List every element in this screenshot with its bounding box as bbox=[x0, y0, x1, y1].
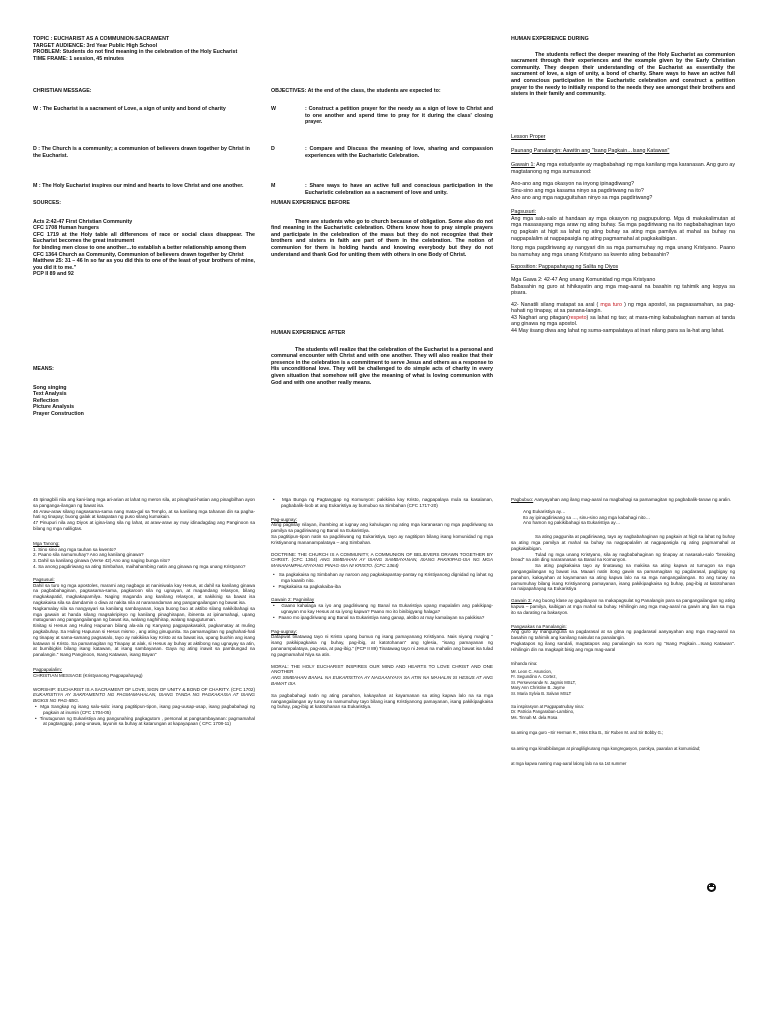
verse-42: 42- Nanatili silang matapat sa aral ( mga turo ) ng mga apostol, sa pagsasamahan, sa pag-hahati ng tinapay, at sa panana-langin. bbox=[511, 301, 735, 315]
verse-44: 44 May iisang diwa ang lahat ng suma-sampalataya at inari nilang para sa la-hat ang lahat. bbox=[511, 328, 725, 335]
inihanda-label: Inihanda nina: bbox=[511, 660, 538, 666]
moral-tagalog: ANG SIMBAHAN BANAL NA EUKARISTIYA AY NAGAANYAYA SA ATIN NA MAHALIN SI HESUS AT ANG BAWAT ISA bbox=[271, 675, 493, 686]
credit-name: Mary Ann Christine B. Jayme bbox=[511, 685, 565, 691]
means-item: Reflection bbox=[33, 397, 59, 404]
topic: TOPIC : EUCHARIST AS A COMMUNION-SACRAMENT bbox=[33, 36, 170, 42]
experience-before-heading: HUMAN EXPERIENCE BEFORE bbox=[271, 200, 350, 206]
col3-paragraph: Sa ating pagkakaisa tayo ay tinatawag na makiisa sa ating kapwa at tumugon sa mga pangangailangan ng bawat isa. Maaari natin itong gawin sa pamamagitan ng pagdarasal, pagbigay ng panahon, kakayahan at kayamanan sa ating kapwa lalo na sa mga nangangailangan. Ito ang tunay na pamumuhay bilang isang Kristiyanong pamayanan, isang pakikipagkaisa ng buhay, pag-ibig at katotohanan na naipapahayag sa Eukaristiya bbox=[511, 563, 735, 592]
pagsusuri-text-2: Itong mga pagdiriwang ay nangyari din sa mga pamumuhay ng mga unang Kristyano. Paano ba namuhay ang mga unang Kristyano sa kwento ating bebasahin? bbox=[511, 245, 735, 258]
tanong-item: 1. Sino sino ang mga tauhan sa kwento? bbox=[33, 546, 116, 552]
means-item: Picture Analysis bbox=[33, 404, 75, 411]
experience-during-heading: HUMAN EXPERIENCE DURING bbox=[511, 36, 589, 42]
means-item: Text Analysis bbox=[33, 391, 67, 398]
objective-w: W : Construct a petition prayer for the needy as a sign of love to Christ and to one another and spend time to pray for it during the class' closing prayer. bbox=[271, 106, 493, 126]
bunga-bullet: • Mga Bunga ng Pagtanggap ng Komunyon: pakikiisa kay Kristo, nagpapalaya mula sa kasalanan, pagbabalik-loob at ang Eukaristiya ay bumubuo sa Simbahan (CFC 1717-20) bbox=[273, 497, 493, 508]
pagbubuo-label: Pagbubuo: bbox=[511, 497, 534, 502]
mentor-name: Ms. Tinnah M. dela Rosa bbox=[511, 714, 558, 720]
pagsusuri-p2: Nagkamalay sila sa nangyayari sa kanilang sambayanan, kaya buong buo at aktibo silang nakikibahagi sa mga gawain at handa silang magsakripisyo ng kanilang pinaghirapan, ibinenta at ipinamahagi, upang matugunan ang pangangailangan ng bawat isa, walang naghihirap, walang nagugutuman. bbox=[33, 605, 255, 623]
message-w: W : The Eucharist is a sacrament of Love, a sign of unity and bond of charity bbox=[33, 106, 226, 112]
pagbubuo-line: Ang Eukaristiya ay… bbox=[523, 508, 566, 514]
tanong-item: 2. Paano sila namumuhay? Ano ang kanilang ginawa? bbox=[33, 552, 144, 558]
pagsusuri-heading: Pagsusuri: bbox=[511, 209, 537, 216]
page2-col3 bbox=[511, 497, 735, 766]
means bbox=[33, 366, 255, 418]
gawain2-item: • Gaano kahalaga sa iyo ang pagdiriwang ng Banal na Eukaristiya upang mapalalim ang pakikipag-ugnayan mo kay Hesus at sa iyong kapwa? Paano mo ito binibigyang halaga? bbox=[273, 603, 493, 614]
paunang-panalangin: Paunang Panalangin: Aawitin ang "Isang Pagkain…Isang Katawan" bbox=[511, 147, 670, 154]
thanks-line: sa aming mga kinabibilangan at pinagliligkurang mga kongregasyon, parokya, paaralan at komunidad; bbox=[511, 745, 701, 751]
message-m: M : The Holy Eucharist inspires our mind and hearts to love Christ and one another. bbox=[33, 183, 244, 189]
pagpapalalim-text: CHRISTIAN MESSAGE (Kristyanong Pagpapahayag) bbox=[33, 672, 143, 678]
experience-before bbox=[271, 200, 493, 264]
experience-before-text: There are students who go to church because of obligation. Some also do not find meaning in the Eucharistic celebration. Others know how to pray simple prayers and participate in the celebration of the mass but they do not recognize that their brothers and sisters in faith are part of them in the celebration. The notion of communion for them is holding hands and knowing everybody but they do not understand and thank God for uniting them with others in one Body of Christ. bbox=[271, 218, 493, 258]
pagpapalalim-heading: Pagpapalalim: bbox=[33, 666, 63, 672]
experience-after-text: The students will realize that the celebration of the Eucharist is a personal and communal encounter with Christ and with one another. They will also realize that their presence in the celebration is a commitment to serve Jesus and others as a response to His unconditional love. They will be challenged to do simple acts of charity in every given situation that somehow will give the meaning of what is loving communion with God and with one another really means. bbox=[271, 346, 493, 386]
verse-47: 47 Pinupuri nila ang Diyos at igina-lang sila ng lahat, at araw-araw ay may idinadagdag ang Panginoon sa bilang ng mga naliligtas. bbox=[33, 520, 255, 531]
gawain1-text: Ang mga estudyante ay magbabahagi ng mga kanilang mga karanasan. Ang guro ay magtatanong ng mga sumusunod: bbox=[511, 162, 735, 175]
question: Ano ano ang mga naguguituhan ninyo sa mga pagdiriwang? bbox=[511, 194, 653, 201]
pag-uugnay-text: Ating pagnilay nilayan, ihambing at iugnay ang kahulugan ng ating mga karanasan ng mga pagdiriwang sa pamilya sa pagdiriwang ng Banal na Eukaristiya. bbox=[271, 522, 493, 534]
pag-uugnay-heading-2: Pag-uugnay: bbox=[271, 628, 298, 634]
source-line: Acts 2:42-47 First Christian Community bbox=[33, 218, 133, 225]
gawain3-text: Ang buong klase ay gagabayan na makapagsulat ng Panalangin para sa pangangailangan ng ating kapwa – pamilya, kaibigan at mga mahal sa buhay. Hihilingin ang mga mag-aaral na gawin ang ilan sa mga ito sa darating na bakasyon. bbox=[511, 598, 735, 615]
pagbubuo-line: Ano hamon ng pakikibahagi sa Eukaristiya ay… bbox=[523, 520, 621, 526]
worship-bullet: • Mga Sangkap ng isang salu-salo: isang pagtitipun-tipon, isang pag-uusap-usap, isang pagbabahagi ng pagkain at inumin (CFC 1704-05) bbox=[35, 703, 255, 715]
worship-bullet: • Tinutugunan ng Eukaristiya ang pangunahing pagkagutom , personal at pangsambayanan: pagmamahal at pagtanggap, pang-unawa, layunin sa buhay at katarungan at kapayapaan ( CFC 1708-11) bbox=[35, 715, 255, 727]
message-d: D : The Church is a community; a communion of believers drawn together by Christ in the Eucharist. bbox=[33, 146, 250, 159]
experience-after-heading: HUMAN EXPERIENCE AFTER bbox=[271, 330, 346, 336]
page2-col2 bbox=[271, 497, 493, 713]
pagsusuri-text: Ang mga salu-salo at handaan ay mga okasyon ng pagpupulong. Mga di makakalimutan at mga masasayang mga araw ng ating buhay. Sa mga pagdiriwang na ito nagbabahaginan tayo ng pagkain at higit sa lahat ng ating buhay sa ating mga pamilya at mahal sa buhay na nagpapalalim at nagpapasigla ng ating pagmamahal at pagkakaibigan. bbox=[511, 215, 735, 242]
pangwakas-text: Ang guro ay mangunguna sa pagdarasal at sa gitna ng pagdarasal aanyayahan ang mga mag-aaral na basahin ng tahimik ang kanilang naisulat na panalangin. bbox=[511, 629, 735, 641]
target-audience: TARGET AUDIENCE: 3rd Year Public High School bbox=[33, 42, 158, 49]
doctrine-bullet: • Sa pagkakaisa ng Simbahan ay naroon ang pagkakapantay-pantay ng Kristiyanong dignidad ng lahat ng mga kaanib nito. bbox=[273, 571, 493, 583]
source-line: CFC 1719 at the Holy table all differences of race or social class disappear. The Eucharist becomes the great instrument bbox=[33, 231, 255, 245]
objective-d: D : Compare and Discuss the meaning of love, sharing and compassion experiences with the Eucharistic Celebration. bbox=[271, 146, 493, 159]
tanong-item: 3. Dahil sa kanilang ginawa (Verse 42) Ano ang naging bunga nito? bbox=[33, 558, 170, 564]
credit-name: Sr. Perseverande N. Jagmis MSLT, bbox=[511, 679, 576, 685]
verse-45: 45 Ipinagbili nila ang kani-lang mga ari-arian at lahat ng meron sila, at pinaghati-hatian ang pinagbilhan ayon sa panganga-ilangan ng bawat isa. bbox=[33, 497, 255, 508]
inspirasyon-label: Sa inspirasyon at Pagpapatnubay nina: bbox=[511, 703, 584, 709]
col3-paragraph: Sa ating paggunita at pagdiriwang, tayo ay nagbabahaginan ng pagkain at higit sa lahat ng buhay sa ating mga pamilya at mahal sa buhay na nagpapalalim at nagpapasigla ng ating pagmamahal at pagkakaibigan. bbox=[511, 534, 735, 551]
objectives-heading: OBJECTIVES: At the end of the class, the students are expected to: bbox=[271, 88, 441, 94]
thanks-line: sa aming mga guro –Sir Herman R., Miss Elsa B., Sir Ruben M. and Sir Bobby G.; bbox=[511, 730, 664, 736]
objective-w-text: : Construct a petition prayer for the needy as a sign of love to Christ and to one another and spend time to pray for it during the class' closing prayer. bbox=[305, 106, 493, 126]
credit-name: Mr. Leon C. Asuncion, bbox=[511, 668, 552, 674]
col3-paragraph: Tulad ng mga unang Kristyano, sila ay nagbabahaginan ng tinapay at nasasalu-salo "breaking bread" na atin ding nararanasan sa Banal na Komunyon. bbox=[511, 551, 735, 563]
christian-message-heading: CHRISTIAN MESSAGE: bbox=[33, 88, 92, 94]
moral-paragraph: Sa pagbabahagi natin ng ating panahon, kakayahan at kayamanan sa ating kapwa lalo na sa mga nangangailangan ay tunay na namumuhay tayo bilang isang Kristiyanong pamayanan, isang pakikipagkaisa ng buhay, pag-ibig at katotohanan sa Eukaristiya. bbox=[271, 692, 493, 710]
source-line: PCP II 89 and 92 bbox=[33, 271, 74, 278]
pagsusuri-heading-2: Pagsusuri: bbox=[33, 576, 55, 582]
doctrine-bullet: • Pagkakaisa sa pagkakaiba-iba bbox=[273, 583, 341, 589]
sources bbox=[33, 200, 255, 278]
means-item: Song singing bbox=[33, 384, 67, 391]
doctrine-tagalog: ANG SIMBAHAN AY ISANG SAMBAYANAN, ISANG PAKIKIPAG-ISA NG MGA MANANAMPALATAYANG PINAG-ISA NI KRISTO. (CFC 1364) bbox=[271, 557, 493, 569]
pag-uugnay-text-2: Sa pagtitipun-tipon natin sa pagdiriwang ng Eukaristiya, tayo ay nagtitipon bilang isang komunidad ng mga Kristiyanong mananampalataya – ang Simbahan. bbox=[271, 533, 493, 545]
pag-uugnay-heading: Pag-uugnay: bbox=[271, 516, 298, 522]
gawa-intro: Mga Gawa 2: 42-47 Ang unang Komunidad ng mga Kristyano Babasahin ng guro at hihikayatin ang mga mag-aaral na basahin ng tahimik ang kopya sa pisara. bbox=[511, 276, 735, 297]
verse-43: 43 Naghari ang pitagan(respeto) sa lahat ng tao; at mara-ming kababalaghan naman at tanda ang ginawa ng mga apostol. bbox=[511, 314, 736, 328]
lesson-proper-heading: Lesson Proper bbox=[511, 134, 546, 140]
source-line: CFC 1708 Human hungers bbox=[33, 225, 99, 232]
experience-after bbox=[271, 330, 493, 392]
gawain1-label: Gawain 1: bbox=[511, 162, 535, 169]
exposition-heading: Exposition: Pagpapahayag ng Salita ng Diyos bbox=[511, 264, 619, 271]
credit-name: Sr. Maria Sylvia B. Salvan MSLT bbox=[511, 690, 572, 696]
question: Ano-ano ang mga okasyon na inyong ipinagdiwang? bbox=[511, 181, 635, 188]
source-line: Matthew 25: 31 – 46 In so far as you did this to one of the least of your brothers of mine, you did it to me.” bbox=[33, 258, 255, 271]
objective-d-text: : Compare and Discuss the meaning of love, sharing and compassion experiences with the Eucharistic Celebration. bbox=[305, 146, 493, 159]
smiley-icon bbox=[707, 883, 716, 892]
objectives bbox=[271, 88, 493, 196]
sources-heading: SOURCES: bbox=[33, 200, 61, 206]
pangwakas-text-2: Pagkatapos ng ilang sandali, magtatapos ang panalangin sa Koro ng "Isang Pagkain…Isang Katawan". Hihilingin din na magkapit bisig ang mga mag-aaral bbox=[511, 640, 735, 652]
source-line: for binding men close to one another…to establish a better relationship among them bbox=[33, 244, 247, 251]
christian-message bbox=[33, 88, 255, 189]
doctrine-text: DOCTRINE: THE CHURCH IS A COMMUNITY, A COMMUNION OF BELIEVERS DRAWN TOGETHER BY CHRIST. (CFC 1364) bbox=[271, 551, 493, 563]
time-frame: TIME FRAME: 1 session, 45 minutes bbox=[33, 55, 124, 62]
source-line: CFC 1364 Church as Community, Communion of believers drawn together by Christ bbox=[33, 251, 244, 258]
problem: PROBLEM: Students do not find meaning in the celebration of the Holy Eucharist bbox=[33, 49, 238, 56]
lesson-proper bbox=[511, 134, 735, 335]
question: Sinu-sino ang mga kasama ninyo sa pagdiriwang na ito? bbox=[511, 187, 644, 194]
tanong-item: 4. Sa anong pagdiriwang sa ating Simbahan, maihahambing natin ang ginawa ng mga unang Kristyano? bbox=[33, 563, 246, 569]
pagbubuo-line: Ito ay ipinagdiriwang sa …, sinu-sino ang mga kabahagi nito… bbox=[523, 514, 651, 520]
objective-m: M : Share ways to have an active full and conscious participation in the Eucharistic celebration as a sacrament of love and unity. bbox=[271, 183, 493, 196]
objective-m-text: : Share ways to have an active full and conscious participation in the Eucharistic celebration as a sacrament of love and unity. bbox=[305, 183, 493, 196]
mentor-name: Dr. Patricia Pangaraban-Lambino, bbox=[511, 709, 575, 715]
experience-during bbox=[511, 36, 735, 104]
worship-text: WORSHIP: EUCHARIST IS A SACRAMENT OF LOVE, SIGN OF UNITY & BOND OF CHARITY. (CFC 1702) bbox=[33, 686, 255, 692]
pag-uugnay-text-3: Datapwat tinatawag tayo ni Kristo upang bumuo ng isang pamayanang Kristiyano. Nais niyang maging " isang pakikipagkaisa ng buhay, pag-ibig, at katotohanan" ang Iglesia, "isang pamayanan ng pananampalataya, pag-asa, at pag-ibig." (PCP II 89) Tinatawag tayo ni Jesus na mahalin ang bawat isa tulad ng pagmamahal Niya sa atin. bbox=[271, 634, 493, 657]
pagsusuri-p1: Dahil sa turo ng mga apostoles, marami ang nagbago at naniniwala kay Hesus, at dahil sa kanilang ginawa na pagbabahaginan, pagsasama-sama, pagkaroon sila ng ugnayan, at magandang relasyon, bilang magkakapatid, magkakapamilya. Naging maganda ang kanilang relasyon, at nakikinig sa bawat isa nagkakaisa sila sa damdamin o diwa at nakita nila at naranandaman ang pangangailangan ng bawat isa. bbox=[33, 582, 255, 605]
gawain2-heading: Gawain 2: Pagninilay bbox=[271, 597, 315, 603]
means-item: Prayer Construction bbox=[33, 410, 84, 417]
header-block bbox=[33, 36, 255, 62]
means-heading: MEANS: bbox=[33, 366, 54, 372]
experience-during-text: The students reflect the deeper meaning of the Holy Eucharist as communion sacrament through their experiences and the example given by the Early Christian community. They deepen their understanding of the Eucharist as essentially the sacrament of love, a sign of unity, a bond of charity. Share ways to have an active full and conscious participation in the Eucharistic celebration and construct a petition prayer to the needy to initially respond to the needs they see amongst their brothers and sisters in their family and community. bbox=[511, 51, 735, 98]
thanks-line: at mga kapwa naming mag-aaral lalong lalo na sa 1st summer bbox=[511, 761, 627, 766]
moral-text: MORAL: THE HOLY EUCHARIST INSPIRES OUR MIND AND HEARTS TO LOVE CHRIST AND ONE ANOTHER bbox=[271, 663, 493, 675]
pangwakas-heading: Pangwakas na Panalangin: bbox=[511, 623, 567, 629]
mga-tanong-heading: Mga Tanong: bbox=[33, 540, 60, 546]
worship-tagalog: EUKARISTIYA AY SAKRAMENTO NG PAGMAMAHALAN, ISANG TANDA NG PAGKAKAISA AT ISANG BIGKIS NG PAG-IBIG. bbox=[33, 692, 255, 704]
verse-46: 46 Araw-araw silang nagsasama-sama nang mata-gal sa Templo, at sa kanilang mga tahanan din sa pagha-hati ng tinapay; buong galak at katapatan ng puso silang kumakain. bbox=[33, 508, 255, 520]
page2-col1 bbox=[33, 497, 255, 727]
gawain3-label: Gawain 3: bbox=[511, 598, 532, 604]
pagsusuri-p3: Itinitag si Hesus ang Huling Hapunan bilang ala-ala ng Kanyang pagpapakasakit, pagkamatay at muling pagkabuhay. Sa Huling Hapunan si Hesus mismo , ang ating ginugunita. Sa pamamagitan ng paghahati-hati ng tinapay at sama-samang pagsasalo, tayo ay nakikiisa kay Kristo at sa bawat isa, upang buohin ang isang katawan ni Kristo. Sa pamamagitan ng Tinapay at alak, si Hesus ay buhay at aktibong nag ugnayay sa atin, at bumibigkis bilang isang katawan, at isang sambayanan. Gaya ng ating inawit sa pambungad na panalangin." Isang Panginoon, Isang Katawan, isang Bayan" bbox=[33, 623, 255, 658]
credit-name: Fr. Segundino A. Cortez, bbox=[511, 674, 557, 680]
credits bbox=[511, 661, 735, 767]
pagbubuo-text: Aanyayahan ang ilang mag-aaral na magbahagi sa pamamagitan ng pagbabalik-tanaw ng aralin. bbox=[533, 497, 732, 502]
gawain2-item: • Paano mo ipagdiriwang ang Banal na Eukaristiya nang ganap, aktibo at may kamalayan na pakikisa? bbox=[273, 614, 485, 620]
